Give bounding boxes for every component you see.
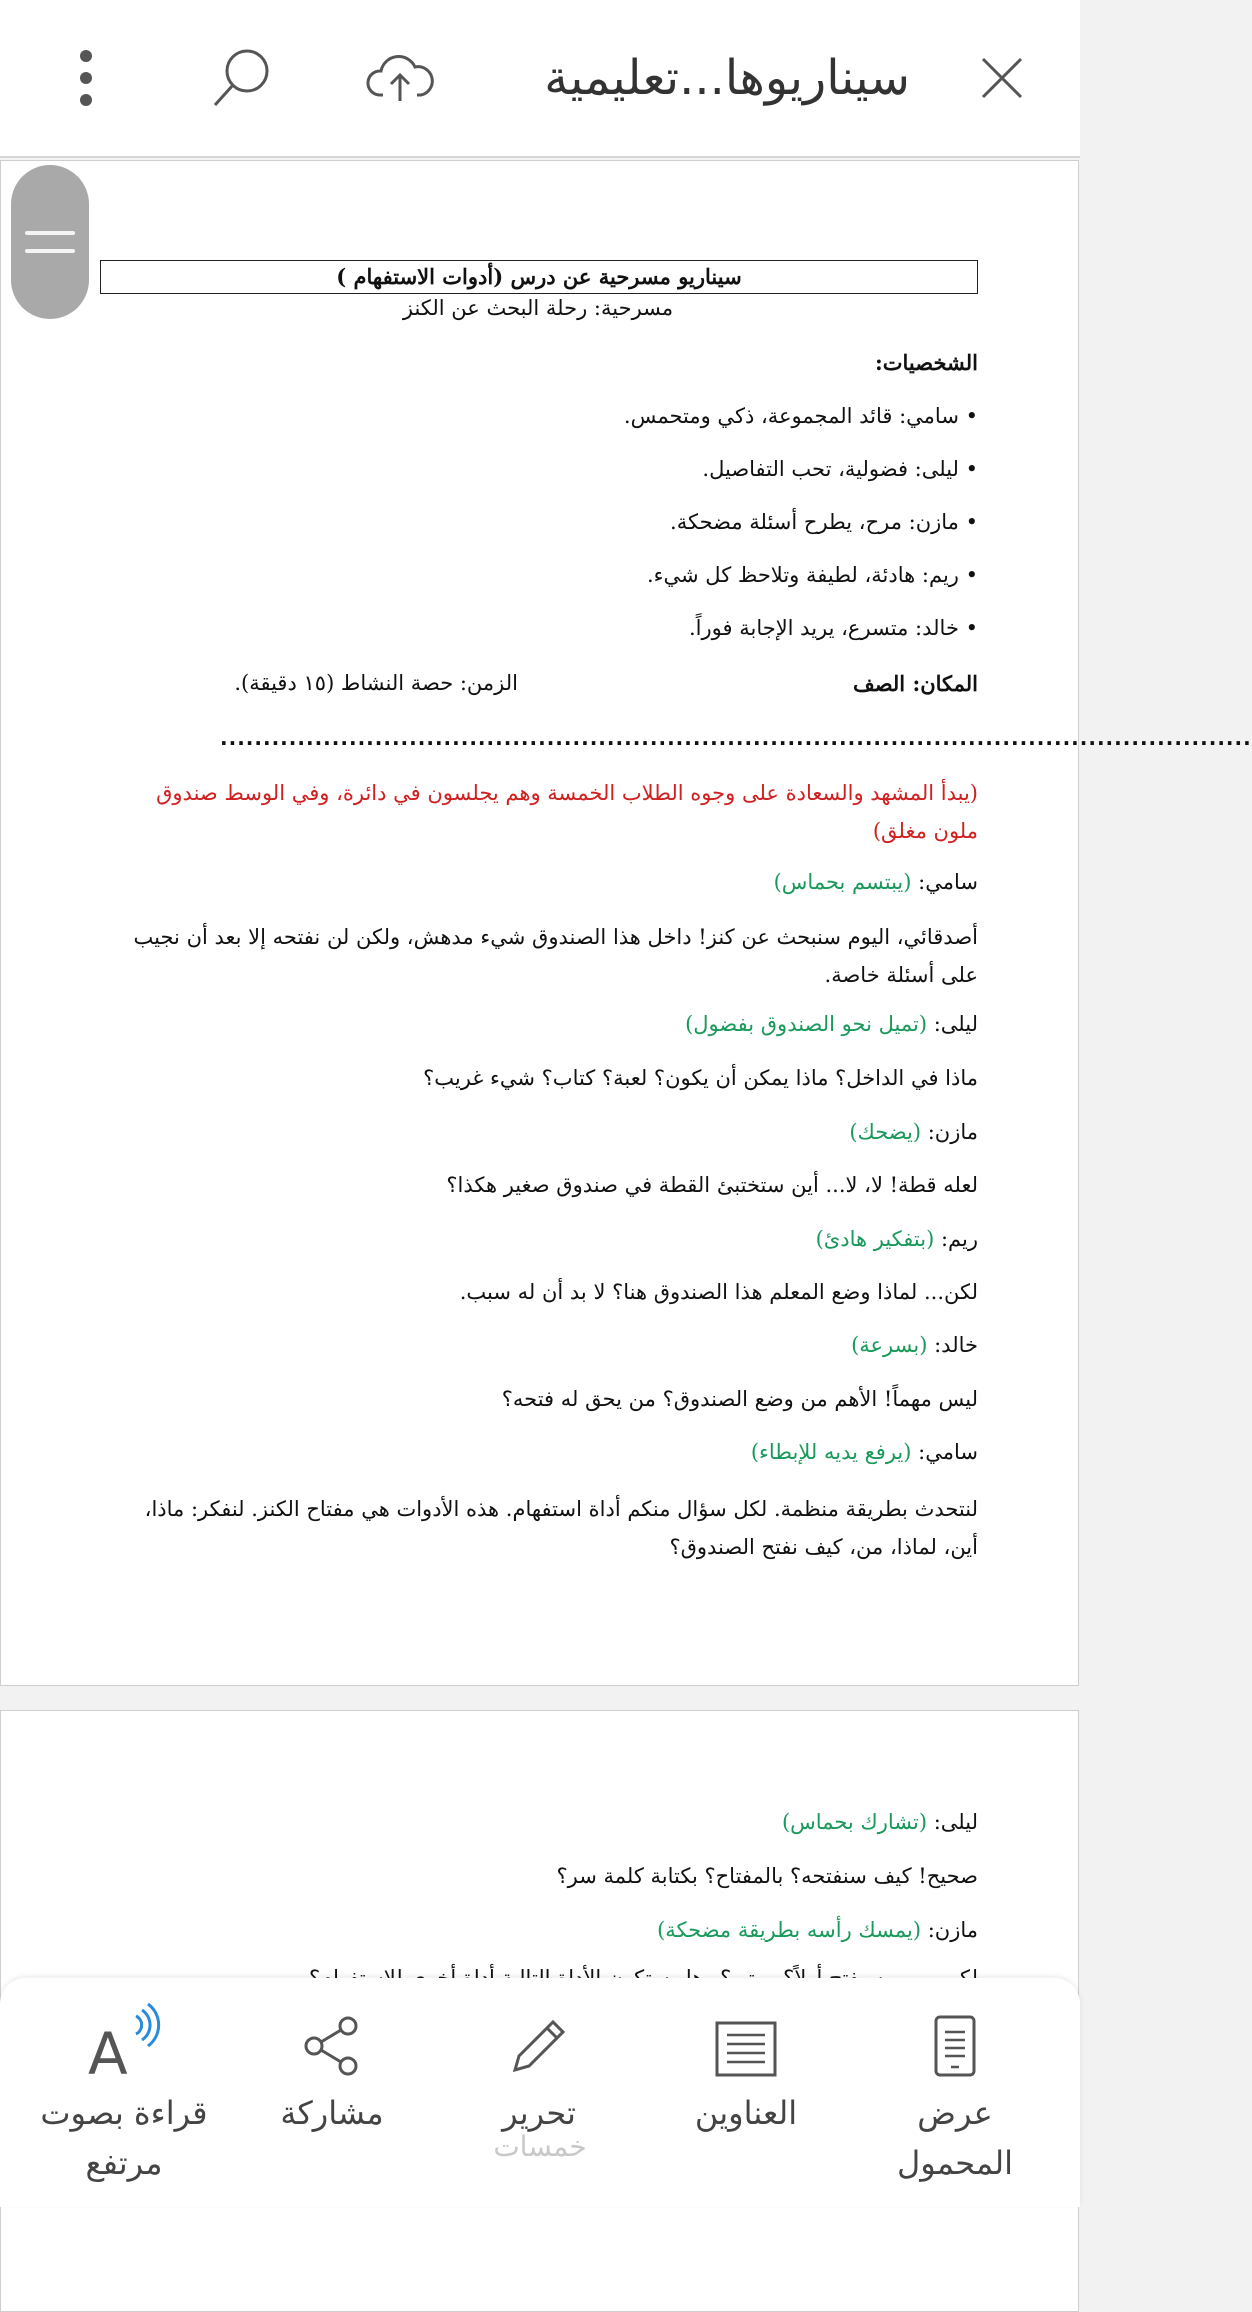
document-heading: سيناريو مسرحية عن درس (أدوات الاستفهام ) [100,260,978,294]
more-vertical-icon[interactable] [46,38,126,118]
headings-icon [714,2020,778,2078]
dialogue-speaker-line [851,1333,978,1357]
read-aloud-button[interactable] [34,1978,214,2188]
dialogue-speaker-line [816,1227,978,1251]
mobile-view-button[interactable] [865,1978,1045,2188]
edit-button[interactable] [449,1978,629,2138]
dialogue-speaker-line [774,870,978,894]
stage-direction: (يمسك رأسه بطريقة مضحكة) [657,1918,922,1942]
speaker-name: خالد: [934,1333,978,1357]
svg-text:A: A [88,2020,128,2088]
watermark-text: خمسات [493,2130,587,2163]
dialogue-text: أصدقائي، اليوم سنبحث عن كنز! داخل هذا الصندوق شيء مدهش، ولكن لن نفتحه إلا بعد أن نجيب على أسئلة خاصة. [133,925,978,987]
speaker-name: سامي: [918,870,978,894]
speaker-name: ريم: [940,1227,978,1251]
cloud-upload-icon[interactable] [360,38,440,118]
speaker-name: ليلى: [933,1012,978,1036]
speaker-name: مازن: [927,1918,978,1942]
document-subtitle: مسرحية: رحلة البحث عن الكنز [402,296,674,320]
speaker-name: مازن: [927,1120,978,1144]
character-item: • خالد: متسرع، يريد الإجابة فوراً. [689,616,978,640]
dialogue-speaker-line [849,1120,978,1144]
headings-label: العناوين [694,2094,798,2132]
mobile-view-icon [933,2014,977,2078]
document-title: سيناريوها...تعليمية [544,50,910,106]
dialogue-text: لكن... لماذا وضع المعلم هذا الصندوق هنا؟ لا بد أن له سبب. [459,1280,978,1304]
separator-line: ........................................................................................................................ [220,726,1252,750]
dialogue-text: لعله قطة! لا، لا... أين ستختبئ القطة في صندوق صغير هكذا؟ [446,1173,978,1197]
dialogue-speaker-line [685,1012,978,1036]
dialogue-text: ماذا في الداخل؟ ماذا يمكن أن يكون؟ لعبة؟ كتاب؟ شيء غريب؟ [423,1066,978,1090]
time-label: الزمن: حصة النشاط (١٥ دقيقة). [234,671,518,695]
headings-button[interactable] [656,1978,836,2138]
dialogue-speaker-line [751,1440,978,1464]
dialogue-text: ليس مهماً! الأهم من وضع الصندوق؟ من يحق له فتحه؟ [501,1387,978,1411]
stage-direction: (بتفكير هادئ) [815,1227,935,1251]
character-item: • مازن: مرح، يطرح أسئلة مضحكة. [670,510,978,534]
characters-heading: الشخصيات: [875,350,978,375]
character-item: • ليلى: فضولية، تحب التفاصيل. [702,457,978,481]
close-icon[interactable] [962,38,1042,118]
stage-direction: (تشارك بحماس) [781,1810,928,1834]
dialogue-speaker-line [657,1918,978,1942]
stage-direction: (يرفع يديه للإبطاء) [750,1440,912,1464]
share-label: مشاركة [280,2094,384,2132]
share-button[interactable] [242,1978,422,2138]
read-aloud-label: قراءة بصوت مرتفع [40,2094,208,2182]
search-icon[interactable] [202,38,282,118]
dialogue-speaker-line [782,1810,978,1834]
pencil-icon [507,2014,571,2078]
stage-direction: (يبتسم بحماس) [773,870,912,894]
scroll-drag-handle[interactable] [11,165,89,319]
speaker-name: سامي: [918,1440,978,1464]
character-item: • سامي: قائد المجموعة، ذكي ومتحمس. [623,404,978,428]
read-aloud-icon [84,2008,164,2088]
speaker-name: ليلى: [933,1810,978,1834]
dialogue-text: لنتحدث بطريقة منظمة. لكل سؤال منكم أداة استفهام. هذه الأدوات هي مفتاح الكنز. لنفكر: ماذا، أين، لماذا، من، كيف نفتح الصندوق؟ [144,1497,978,1559]
stage-direction: (يضحك) [849,1120,922,1144]
scene-direction: (يبدأ المشهد والسعادة على وجوه الطلاب الخمسة وهم يجلسون في دائرة، وفي الوسط صندوق ملون مغلق) [156,781,978,843]
stage-direction: (تميل نحو الصندوق بفضول) [685,1012,928,1036]
character-item: • ريم: هادئة، لطيفة وتلاحظ كل شيء. [646,563,978,587]
stage-direction: (بسرعة) [851,1333,928,1357]
mobile-view-label: عرض المحمول [896,2094,1014,2182]
app-header [0,0,1080,158]
edit-label: تحرير [502,2094,576,2132]
bottom-toolbar [0,1978,1080,2207]
place-label: المكان: الصف [852,671,978,696]
dialogue-text: صحيح! كيف سنفتحه؟ بالمفتاح؟ بكتابة كلمة سر؟ [556,1864,978,1888]
share-icon [300,2014,364,2078]
